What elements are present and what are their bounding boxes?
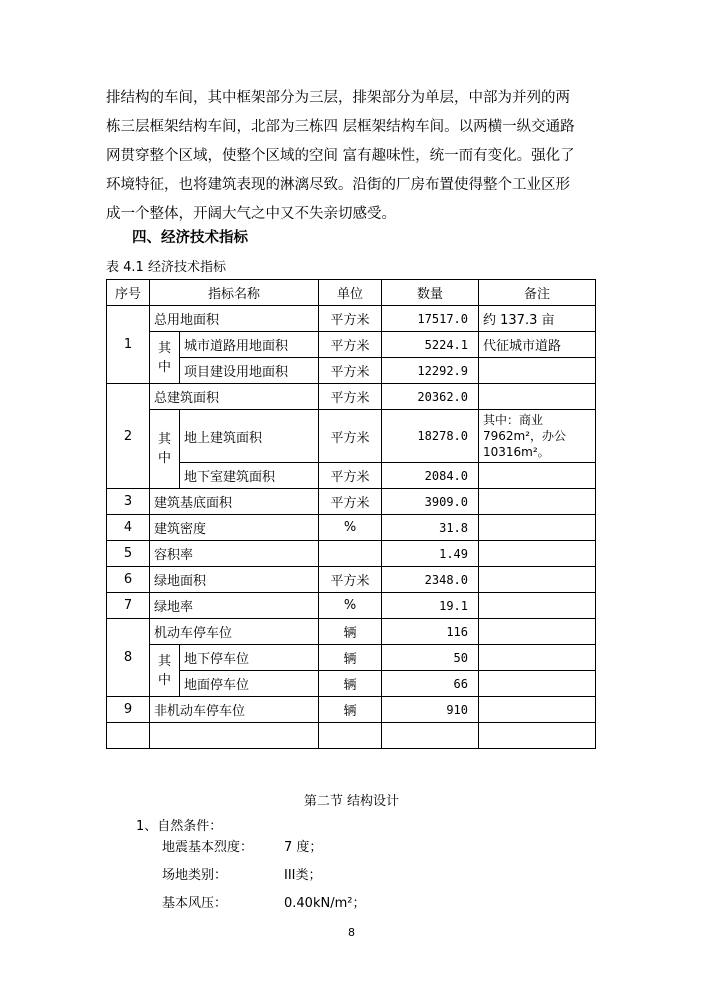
note-cell — [479, 567, 596, 593]
indicator-name: 地下室建筑面积 — [180, 463, 319, 489]
sub-label: 其中 — [150, 410, 180, 489]
table-row — [107, 410, 596, 463]
indicator-name: 非机动车停车位 — [150, 697, 319, 723]
indicator-name: 机动车停车位 — [150, 619, 319, 645]
quantity-cell: 1.49 — [382, 541, 479, 567]
note-cell — [479, 671, 596, 697]
unit-cell: 平方米 — [319, 489, 382, 515]
unit-cell: 平方米 — [319, 332, 382, 358]
note-cell — [479, 619, 596, 645]
empty-cell — [107, 723, 150, 749]
intro-paragraph — [106, 84, 600, 229]
unit-cell — [319, 541, 382, 567]
row-number: 9 — [107, 697, 150, 723]
indicator-name: 建筑基底面积 — [150, 489, 319, 515]
indicator-name: 建筑密度 — [150, 515, 319, 541]
note-cell — [479, 358, 596, 384]
table-row — [107, 515, 596, 541]
paragraph-line: 栋三层框架结构车间，北部为三栋四 层框架结构车间。以两横一纵交通路 — [106, 119, 575, 135]
condition-label: 地震基本烈度： — [162, 840, 254, 855]
quantity-cell: 12292.9 — [382, 358, 479, 384]
table-caption: 表 4.1 经济技术指标 — [106, 260, 226, 275]
note-cell: 约 137.3 亩 — [479, 306, 596, 332]
quantity-cell: 3909.0 — [382, 489, 479, 515]
unit-cell: 平方米 — [319, 463, 382, 489]
quantity-cell: 5224.1 — [382, 332, 479, 358]
table-header-row — [107, 280, 596, 306]
indicator-name: 绿地率 — [150, 593, 319, 619]
note-cell — [479, 384, 596, 410]
indicator-name: 项目建设用地面积 — [180, 358, 319, 384]
quantity-cell: 910 — [382, 697, 479, 723]
quantity-cell: 20362.0 — [382, 384, 479, 410]
quantity-cell: 31.8 — [382, 515, 479, 541]
indicator-name: 总建筑面积 — [150, 384, 319, 410]
header-cell: 数量 — [382, 280, 479, 306]
indicator-name: 总用地面积 — [150, 306, 319, 332]
table-row — [107, 593, 596, 619]
empty-cell — [382, 723, 479, 749]
quantity-cell: 66 — [382, 671, 479, 697]
unit-cell: 平方米 — [319, 358, 382, 384]
quantity-cell: 18278.0 — [382, 410, 479, 463]
table-row — [107, 567, 596, 593]
condition-label: 场地类别： — [162, 868, 228, 883]
row-number: 4 — [107, 515, 150, 541]
empty-cell — [319, 723, 382, 749]
note-cell — [479, 463, 596, 489]
unit-cell: 辆 — [319, 671, 382, 697]
table-row — [107, 332, 596, 358]
table-row — [107, 384, 596, 410]
indicator-name: 地下停车位 — [180, 645, 319, 671]
unit-cell: 平方米 — [319, 410, 382, 463]
note-cell: 其中：商业7962m²，办公10316m²。 — [479, 410, 596, 463]
table-row — [107, 489, 596, 515]
paragraph-line: 环境特征，也将建筑表现的淋漓尽致。沿街的厂房布置使得整个工业区形 — [106, 177, 570, 193]
empty-cell — [479, 723, 596, 749]
unit-cell: % — [319, 515, 382, 541]
row-number: 3 — [107, 489, 150, 515]
note-cell — [479, 515, 596, 541]
paragraph-line: 成一个整体，开阔大气之中又不失亲切感受。 — [106, 206, 396, 222]
indicator-name: 绿地面积 — [150, 567, 319, 593]
quantity-cell: 50 — [382, 645, 479, 671]
page-number: 8 — [348, 926, 355, 939]
row-number: 5 — [107, 541, 150, 567]
header-cell: 单位 — [319, 280, 382, 306]
quantity-cell: 19.1 — [382, 593, 479, 619]
condition-value: 7 度； — [284, 840, 323, 855]
note-cell — [479, 645, 596, 671]
quantity-cell: 116 — [382, 619, 479, 645]
row-number: 6 — [107, 567, 150, 593]
note-cell — [479, 489, 596, 515]
note-cell — [479, 593, 596, 619]
paragraph-line: 排结构的车间，其中框架部分为三层，排架部分为单层，中部为并列的两 — [106, 90, 570, 106]
section-heading: 四、经济技术指标 — [132, 230, 248, 246]
row-number: 7 — [107, 593, 150, 619]
row-number: 8 — [107, 619, 150, 697]
paragraph-line: 网贯穿整个区域，使整个区域的空间 富有趣味性，统一而有变化。强化了 — [106, 148, 575, 164]
indicator-name: 城市道路用地面积 — [180, 332, 319, 358]
note-cell: 代征城市道路 — [479, 332, 596, 358]
unit-cell: % — [319, 593, 382, 619]
header-cell: 备注 — [479, 280, 596, 306]
indicator-name: 地上建筑面积 — [180, 410, 319, 463]
note-cell — [479, 541, 596, 567]
empty-cell — [150, 723, 319, 749]
unit-cell: 平方米 — [319, 567, 382, 593]
row-number: 1 — [107, 306, 150, 384]
table-row — [107, 645, 596, 671]
unit-cell: 辆 — [319, 645, 382, 671]
economic-indicators-table — [106, 279, 596, 749]
natural-conditions-title: 1、自然条件： — [136, 819, 223, 834]
indicator-name: 地面停车位 — [180, 671, 319, 697]
note-cell — [479, 697, 596, 723]
quantity-cell: 2084.0 — [382, 463, 479, 489]
table-row — [107, 358, 596, 384]
condition-value: III类； — [284, 868, 322, 883]
table-row-empty — [107, 723, 596, 749]
quantity-cell: 2348.0 — [382, 567, 479, 593]
table-row — [107, 697, 596, 723]
indicator-name: 容积率 — [150, 541, 319, 567]
header-cell: 序号 — [107, 280, 150, 306]
row-number: 2 — [107, 384, 150, 489]
unit-cell: 平方米 — [319, 384, 382, 410]
section-title: 第二节 结构设计 — [303, 794, 400, 809]
table-row — [107, 463, 596, 489]
unit-cell: 辆 — [319, 619, 382, 645]
unit-cell: 平方米 — [319, 306, 382, 332]
table-row — [107, 671, 596, 697]
condition-value: 0.40kN/m²； — [284, 896, 366, 911]
quantity-cell: 17517.0 — [382, 306, 479, 332]
header-cell: 指标名称 — [150, 280, 319, 306]
condition-label: 基本风压： — [162, 896, 228, 911]
sub-label: 其中 — [150, 645, 180, 697]
table-row — [107, 541, 596, 567]
unit-cell: 辆 — [319, 697, 382, 723]
table-row — [107, 306, 596, 332]
table-row — [107, 619, 596, 645]
sub-label: 其中 — [150, 332, 180, 384]
